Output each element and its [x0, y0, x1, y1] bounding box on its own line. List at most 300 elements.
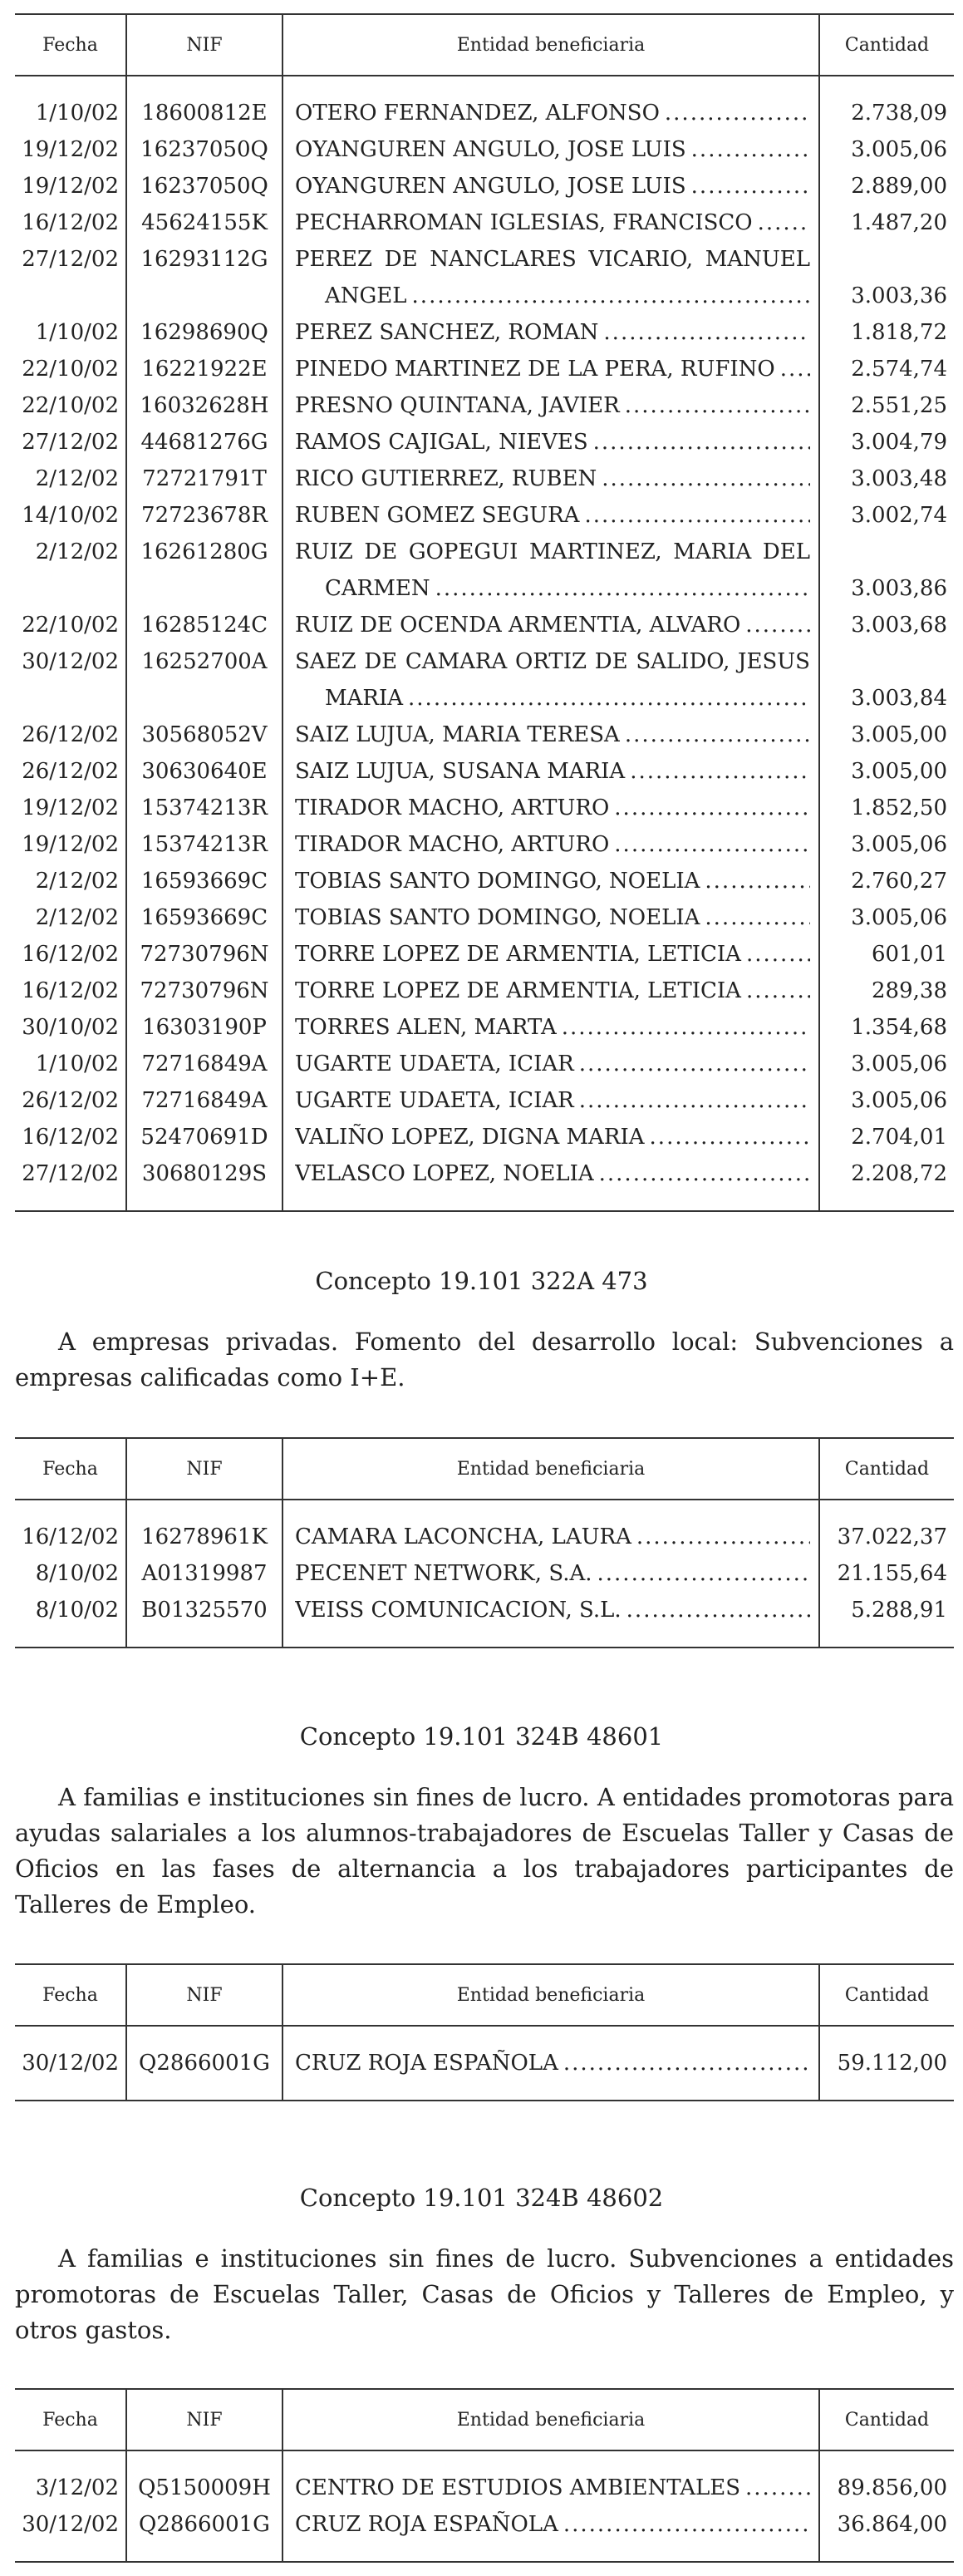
- table-row: [15, 497, 954, 534]
- concept-description-48601: [15, 1780, 954, 1923]
- cell-cantidad: 59.112,00: [819, 2045, 954, 2081]
- entidad-name-wrap: [295, 1119, 810, 1155]
- dot-leader: [584, 497, 810, 534]
- cell-cantidad: 3.005,06: [819, 899, 954, 936]
- cell-entidad: [283, 2470, 819, 2506]
- cell-entidad: [283, 1082, 819, 1119]
- cell-nif: 44681276G: [126, 424, 283, 461]
- table-row: [15, 753, 954, 790]
- entidad-name: TOBIAS SANTO DOMINGO, NOELIA: [295, 905, 700, 930]
- spacer-row: [15, 1192, 954, 1211]
- cell-nif: 30568052V: [126, 717, 283, 753]
- table-row: [15, 936, 954, 973]
- entidad-name: TORRE LOPEZ DE ARMENTIA, LETICIA: [295, 978, 741, 1003]
- entidad-name-wrap: [295, 204, 810, 241]
- concept-heading-48601: Concepto 19.101 324B 48601: [299, 1722, 664, 1751]
- cell-nif: 72730796N: [126, 936, 283, 973]
- dot-leader: [625, 717, 810, 753]
- dot-leader: [758, 204, 810, 241]
- spacer-cell: [126, 1628, 283, 1648]
- cell-entidad: [283, 607, 819, 643]
- entidad-name-line1: RUIZ DE GOPEGUI MARTINEZ, MARIA DEL: [295, 539, 810, 564]
- dot-leader: [563, 2506, 810, 2543]
- cell-fecha: 26/12/02: [22, 759, 119, 784]
- spacer-cell: [15, 1500, 126, 1519]
- dot-leader: [579, 1082, 810, 1119]
- header-fecha: Fecha: [15, 1438, 126, 1500]
- entidad-name: RUIZ DE OCENDA ARMENTIA, ALVARO: [295, 613, 741, 638]
- cell-nif: 16237050Q: [126, 168, 283, 204]
- cell-cantidad: 601,01: [819, 936, 954, 973]
- spacer-row: [15, 1628, 954, 1648]
- spacer-cell: [819, 2450, 954, 2470]
- dot-leader: [435, 570, 810, 607]
- cell-nif: 72721791T: [126, 461, 283, 497]
- table-header: [15, 1964, 954, 2026]
- cell-entidad: [283, 826, 819, 863]
- table-row: [15, 643, 954, 717]
- table-row: [15, 2045, 954, 2081]
- cell-nif: 16298690Q: [126, 314, 283, 351]
- dot-leader: [650, 1119, 810, 1155]
- cell-cantidad: 289,38: [819, 973, 954, 1009]
- entidad-name: RUBEN GOMEZ SEGURA: [295, 503, 580, 528]
- header-cantidad: Cantidad: [819, 1964, 954, 2026]
- cell-fecha: 30/10/02: [22, 1015, 119, 1040]
- entidad-name-line1: SAEZ DE CAMARA ORTIZ DE SALIDO, JESUS: [295, 649, 810, 674]
- cell-fecha: 3/12/02: [35, 2475, 119, 2500]
- header-nif: NIF: [126, 14, 283, 76]
- cell-fecha: 2/12/02: [35, 539, 119, 564]
- cell-nif: 16593669C: [126, 863, 283, 899]
- spacer-cell: [819, 1628, 954, 1648]
- spacer-row: [15, 2026, 954, 2045]
- entidad-name-wrap: [295, 1519, 810, 1555]
- spacer-cell: [283, 2026, 819, 2045]
- spacer-cell: [819, 2026, 954, 2045]
- entidad-name-wrap: [295, 790, 810, 826]
- spacer-cell: [819, 2081, 954, 2101]
- entidad-name-wrap: [295, 1555, 810, 1592]
- entidad-name: CRUZ ROJA ESPAÑOLA: [295, 2512, 558, 2537]
- cell-cantidad: 3.003,48: [819, 461, 954, 497]
- concept-description-text: A empresas privadas. Fomento del desarrollo local: Subvenciones a empresas calificadas como I+E.: [15, 1327, 954, 1391]
- dot-leader: [691, 168, 810, 204]
- cell-cantidad: 2.889,00: [819, 168, 954, 204]
- cell-entidad: [283, 973, 819, 1009]
- entidad-name: TORRES ALEN, MARTA: [295, 1015, 557, 1040]
- beneficiaries-table-48602: [15, 2388, 954, 2563]
- cell-cantidad: 3.005,06: [819, 131, 954, 168]
- dot-leader: [562, 1009, 810, 1046]
- spacer-cell: [126, 1500, 283, 1519]
- entidad-name: TIRADOR MACHO, ARTURO: [295, 832, 610, 857]
- dot-leader: [593, 424, 810, 461]
- spacer-cell: [15, 2081, 126, 2101]
- header-entidad: Entidad beneficiaria: [283, 14, 819, 76]
- table-row: [15, 826, 954, 863]
- spacer-cell: [126, 2450, 283, 2470]
- cell-fecha: 22/10/02: [22, 613, 119, 638]
- cell-entidad: [283, 95, 819, 131]
- entidad-name: VEISS COMUNICACION, S.L.: [295, 1598, 622, 1623]
- entidad-name: TIRADOR MACHO, ARTURO: [295, 795, 610, 820]
- cell-cantidad: 21.155,64: [819, 1555, 954, 1592]
- spacer-row: [15, 2543, 954, 2562]
- spacer-cell: [283, 1192, 819, 1211]
- spacer-cell: [283, 1500, 819, 1519]
- dot-leader: [563, 2045, 810, 2081]
- cell-cantidad: 1.818,72: [819, 314, 954, 351]
- table-row: [15, 168, 954, 204]
- cell-nif: 16303190P: [126, 1009, 283, 1046]
- spacer-cell: [126, 2081, 283, 2101]
- cell-fecha: 2/12/02: [35, 869, 119, 894]
- spacer-row: [15, 1500, 954, 1519]
- cell-entidad: [283, 534, 819, 607]
- table-row: [15, 1555, 954, 1592]
- cell-fecha: 19/12/02: [22, 795, 119, 820]
- entidad-name-line2: MARIA: [325, 686, 404, 711]
- spacer-cell: [15, 2543, 126, 2562]
- entidad-name: OYANGUREN ANGULO, JOSE LUIS: [295, 137, 686, 162]
- cell-fecha: 16/12/02: [22, 210, 119, 235]
- cell-cantidad: 2.738,09: [819, 95, 954, 131]
- entidad-name-wrap: [295, 1155, 810, 1192]
- cell-cantidad: 5.288,91: [819, 1592, 954, 1628]
- table-row: [15, 461, 954, 497]
- cell-fecha: 30/12/02: [22, 2512, 119, 2537]
- cell-entidad: [283, 461, 819, 497]
- table-row: [15, 2506, 954, 2543]
- cell-cantidad: 3.005,06: [819, 826, 954, 863]
- entidad-name-line1: PEREZ DE NANCLARES VICARIO, MANUEL: [295, 247, 810, 272]
- spacer-cell: [283, 76, 819, 95]
- cell-entidad: [283, 314, 819, 351]
- cell-nif: 30680129S: [126, 1155, 283, 1192]
- entidad-name-line2-wrap: [295, 570, 810, 607]
- header-nif: NIF: [126, 1964, 283, 2026]
- spacer-cell: [819, 76, 954, 95]
- cell-nif: Q2866001G: [126, 2506, 283, 2543]
- cell-nif: 16278961K: [126, 1519, 283, 1555]
- cell-entidad: [283, 168, 819, 204]
- spacer-cell: [15, 2026, 126, 2045]
- cell-cantidad: 3.003,68: [819, 607, 954, 643]
- entidad-name-wrap: [295, 2506, 810, 2543]
- table-row: [15, 534, 954, 607]
- entidad-name: PECHARROMAN IGLESIAS, FRANCISCO: [295, 210, 753, 235]
- dot-leader: [780, 351, 810, 387]
- entidad-name-wrap: [295, 497, 810, 534]
- table-row: [15, 899, 954, 936]
- spacer-cell: [15, 1192, 126, 1211]
- table-row: [15, 1082, 954, 1119]
- table-row: [15, 717, 954, 753]
- entidad-name: SAIZ LUJUA, SUSANA MARIA: [295, 759, 626, 784]
- spacer-cell: [819, 2543, 954, 2562]
- cell-nif: 15374213R: [126, 826, 283, 863]
- cell-fecha: 27/12/02: [22, 247, 119, 272]
- cell-cantidad: 3.003,36: [819, 241, 954, 314]
- cell-entidad: [283, 1155, 819, 1192]
- dot-leader: [746, 936, 810, 973]
- cell-fecha: 16/12/02: [22, 1125, 119, 1150]
- cell-entidad: [283, 351, 819, 387]
- cell-fecha: 19/12/02: [22, 137, 119, 162]
- cell-nif: 72716849A: [126, 1082, 283, 1119]
- concept-description-text: A familias e instituciones sin fines de lucro. A entidades promotoras para ayudas salariales a los alumnos-trabajadores de Escuelas Taller y Casas de Oficios en las fases de alternancia a los trabajadores participantes de Talleres de Empleo.: [15, 1783, 954, 1918]
- dot-leader: [691, 131, 810, 168]
- cell-nif: 18600812E: [126, 95, 283, 131]
- concept-heading-48602: Concepto 19.101 324B 48602: [299, 2184, 664, 2212]
- cell-nif: 16261280G: [126, 534, 283, 607]
- entidad-name-wrap: [295, 607, 810, 643]
- cell-fecha: 22/10/02: [22, 393, 119, 418]
- dot-leader: [626, 1592, 810, 1628]
- dot-leader: [746, 973, 810, 1009]
- entidad-name-wrap: [295, 1592, 810, 1628]
- header-nif: NIF: [126, 2389, 283, 2450]
- entidad-name-wrap: [295, 973, 810, 1009]
- header-fecha: Fecha: [15, 1964, 126, 2026]
- cell-entidad: [283, 1119, 819, 1155]
- cell-fecha: 16/12/02: [22, 942, 119, 967]
- table-header: [15, 2389, 954, 2450]
- cell-cantidad: 3.005,06: [819, 1046, 954, 1082]
- spacer-cell: [819, 1500, 954, 1519]
- entidad-name-wrap: [295, 863, 810, 899]
- cell-nif: 16593669C: [126, 899, 283, 936]
- cell-cantidad: 1.852,50: [819, 790, 954, 826]
- entidad-name: RICO GUTIERREZ, RUBEN: [295, 466, 597, 491]
- spacer-cell: [15, 76, 126, 95]
- entidad-name-wrap: [295, 2470, 810, 2506]
- cell-nif: 16032628H: [126, 387, 283, 424]
- spacer-cell: [819, 1192, 954, 1211]
- entidad-name-wrap: [295, 131, 810, 168]
- header-entidad: Entidad beneficiaria: [283, 2389, 819, 2450]
- cell-entidad: [283, 936, 819, 973]
- cell-nif: 16221922E: [126, 351, 283, 387]
- cell-fecha: 1/10/02: [35, 320, 119, 345]
- entidad-name-wrap: [295, 351, 810, 387]
- dot-leader: [614, 790, 810, 826]
- cell-entidad: [283, 863, 819, 899]
- dot-leader: [665, 95, 810, 131]
- spacer-cell: [15, 2450, 126, 2470]
- spacer-cell: [283, 2450, 819, 2470]
- cell-entidad: [283, 1555, 819, 1592]
- table-row: [15, 1009, 954, 1046]
- cell-cantidad: 36.864,00: [819, 2506, 954, 2543]
- cell-fecha: 30/12/02: [22, 2051, 119, 2076]
- entidad-name: UGARTE UDAETA, ICIAR: [295, 1052, 574, 1076]
- dot-leader: [705, 863, 810, 899]
- cell-nif: 16285124C: [126, 607, 283, 643]
- cell-cantidad: 2.208,72: [819, 1155, 954, 1192]
- spacer-row: [15, 2081, 954, 2101]
- cell-cantidad: 3.003,84: [819, 643, 954, 717]
- table-row: [15, 131, 954, 168]
- spacer-cell: [283, 2543, 819, 2562]
- table-row: [15, 863, 954, 899]
- table-row: [15, 1119, 954, 1155]
- cell-fecha: 16/12/02: [22, 1524, 119, 1549]
- spacer-cell: [126, 1192, 283, 1211]
- cell-cantidad: 2.760,27: [819, 863, 954, 899]
- entidad-name-line2: ANGEL: [325, 283, 407, 308]
- entidad-name: PINEDO MARTINEZ DE LA PERA, RUFINO: [295, 357, 775, 382]
- dot-leader: [745, 2470, 810, 2506]
- cell-nif: Q5150009H: [126, 2470, 283, 2506]
- spacer-cell: [126, 2543, 283, 2562]
- cell-fecha: 22/10/02: [22, 357, 119, 382]
- spacer-cell: [283, 2081, 819, 2101]
- dot-leader: [630, 753, 810, 790]
- cell-fecha: 8/10/02: [35, 1598, 119, 1623]
- cell-fecha: 16/12/02: [22, 978, 119, 1003]
- table-row: [15, 95, 954, 131]
- cell-nif: Q2866001G: [126, 2045, 283, 2081]
- cell-fecha: 2/12/02: [35, 905, 119, 930]
- entidad-name-wrap: [295, 95, 810, 131]
- cell-nif: 52470691D: [126, 1119, 283, 1155]
- cell-fecha: 19/12/02: [22, 174, 119, 199]
- table-header: [15, 14, 954, 76]
- table-row: [15, 1046, 954, 1082]
- entidad-name-wrap: [295, 314, 810, 351]
- beneficiaries-table-473: [15, 1437, 954, 1648]
- table-row: [15, 2470, 954, 2506]
- entidad-name: CAMARA LACONCHA, LAURA: [295, 1524, 631, 1549]
- cell-entidad: [283, 717, 819, 753]
- cell-cantidad: 3.005,06: [819, 1082, 954, 1119]
- cell-cantidad: 37.022,37: [819, 1519, 954, 1555]
- entidad-name-wrap: [295, 717, 810, 753]
- cell-nif: 72716849A: [126, 1046, 283, 1082]
- entidad-name-line2-wrap: [295, 680, 810, 717]
- table-row: [15, 424, 954, 461]
- dot-leader: [705, 899, 810, 936]
- cell-cantidad: 1.354,68: [819, 1009, 954, 1046]
- cell-entidad: [283, 1519, 819, 1555]
- cell-fecha: 26/12/02: [22, 1088, 119, 1113]
- cell-entidad: [283, 899, 819, 936]
- cell-fecha: 14/10/02: [22, 503, 119, 528]
- cell-entidad: [283, 1592, 819, 1628]
- table-row: [15, 1519, 954, 1555]
- cell-entidad: [283, 241, 819, 314]
- cell-fecha: 27/12/02: [22, 430, 119, 455]
- cell-nif: A01319987: [126, 1555, 283, 1592]
- cell-nif: 72723678R: [126, 497, 283, 534]
- spacer-cell: [126, 76, 283, 95]
- spacer-row: [15, 76, 954, 95]
- table-row: [15, 790, 954, 826]
- dot-leader: [602, 461, 810, 497]
- entidad-name: OTERO FERNANDEZ, ALFONSO: [295, 101, 660, 126]
- table-row: [15, 387, 954, 424]
- cell-nif: 45624155K: [126, 204, 283, 241]
- concept-description-text: A familias e instituciones sin fines de lucro. Subvenciones a entidades promotoras de Escuelas Taller, Casas de Oficios y Talleres de Empleo, y otros gastos.: [15, 2244, 954, 2344]
- cell-entidad: [283, 387, 819, 424]
- cell-entidad: [283, 2045, 819, 2081]
- entidad-name: PRESNO QUINTANA, JAVIER: [295, 393, 620, 418]
- cell-entidad: [283, 753, 819, 790]
- cell-cantidad: 3.004,79: [819, 424, 954, 461]
- header-nif: NIF: [126, 1438, 283, 1500]
- entidad-name-wrap: [295, 2045, 810, 2081]
- dot-leader: [603, 314, 810, 351]
- cell-entidad: [283, 204, 819, 241]
- entidad-name: VELASCO LOPEZ, NOELIA: [295, 1161, 594, 1186]
- entidad-name-wrap: [295, 1009, 810, 1046]
- entidad-name: CENTRO DE ESTUDIOS AMBIENTALES: [295, 2475, 741, 2500]
- spacer-cell: [283, 1628, 819, 1648]
- cell-fecha: 1/10/02: [35, 1052, 119, 1076]
- cell-fecha: 26/12/02: [22, 722, 119, 747]
- cell-fecha: 30/12/02: [22, 649, 119, 674]
- dot-leader: [412, 278, 810, 314]
- cell-nif: 15374213R: [126, 790, 283, 826]
- table-row: [15, 1592, 954, 1628]
- cell-cantidad: 2.551,25: [819, 387, 954, 424]
- beneficiaries-table-1: [15, 13, 954, 1212]
- entidad-name: TOBIAS SANTO DOMINGO, NOELIA: [295, 869, 700, 894]
- entidad-name-wrap: [295, 1082, 810, 1119]
- entidad-name-wrap: [295, 168, 810, 204]
- entidad-name: CRUZ ROJA ESPAÑOLA: [295, 2051, 558, 2076]
- dot-leader: [614, 826, 810, 863]
- cell-fecha: 8/10/02: [35, 1561, 119, 1586]
- table-row: [15, 1155, 954, 1192]
- table-row: [15, 314, 954, 351]
- header-entidad: Entidad beneficiaria: [283, 1438, 819, 1500]
- entidad-name: SAIZ LUJUA, MARIA TERESA: [295, 722, 620, 747]
- cell-entidad: [283, 424, 819, 461]
- cell-nif: 16252700A: [126, 643, 283, 717]
- entidad-name-wrap: [295, 826, 810, 863]
- cell-nif: B01325570: [126, 1592, 283, 1628]
- header-entidad: Entidad beneficiaria: [283, 1964, 819, 2026]
- entidad-name-wrap: [295, 424, 810, 461]
- entidad-name: RAMOS CAJIGAL, NIEVES: [295, 430, 588, 455]
- header-fecha: Fecha: [15, 14, 126, 76]
- entidad-name-line2-wrap: [295, 278, 810, 314]
- dot-leader: [579, 1046, 810, 1082]
- cell-fecha: 19/12/02: [22, 832, 119, 857]
- entidad-name-wrap: [295, 936, 810, 973]
- table-row: [15, 607, 954, 643]
- cell-entidad: [283, 1009, 819, 1046]
- cell-nif: 16293112G: [126, 241, 283, 314]
- cell-entidad: [283, 2506, 819, 2543]
- cell-cantidad: 3.005,00: [819, 753, 954, 790]
- entidad-name: VALIÑO LOPEZ, DIGNA MARIA: [295, 1125, 645, 1150]
- cell-cantidad: 3.003,86: [819, 534, 954, 607]
- cell-entidad: [283, 1046, 819, 1082]
- cell-fecha: 27/12/02: [22, 1161, 119, 1186]
- spacer-cell: [126, 2026, 283, 2045]
- cell-fecha: 2/12/02: [35, 466, 119, 491]
- table-row: [15, 204, 954, 241]
- cell-nif: 16237050Q: [126, 131, 283, 168]
- concept-description-473: [15, 1324, 954, 1396]
- beneficiaries-table-48601: [15, 1963, 954, 2101]
- entidad-name: TORRE LOPEZ DE ARMENTIA, LETICIA: [295, 942, 741, 967]
- cell-cantidad: 2.574,74: [819, 351, 954, 387]
